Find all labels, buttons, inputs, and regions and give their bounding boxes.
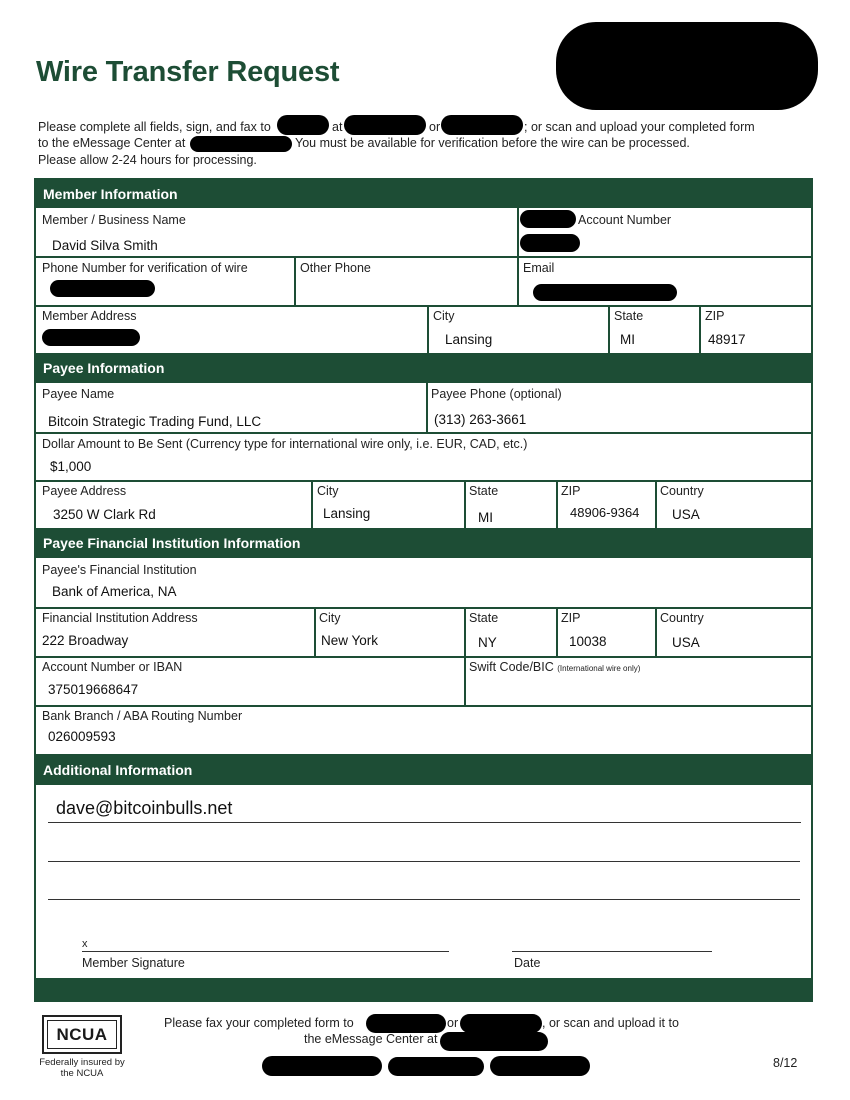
swift-code-label — [469, 660, 640, 674]
page-title: Wire Transfer Request — [36, 56, 340, 88]
payee-state-field[interactable]: MI — [478, 510, 493, 525]
swift-code-note: (International wire only) — [557, 664, 641, 673]
divider — [517, 256, 519, 305]
divider — [36, 656, 811, 658]
institution-state-label: State — [469, 611, 499, 625]
redacted-fax — [460, 1014, 542, 1033]
divider — [608, 305, 610, 353]
account-number-label: Account Number — [578, 213, 672, 227]
redacted-account-number — [520, 234, 580, 252]
institution-zip-label: ZIP — [561, 611, 581, 625]
aba-routing-field[interactable]: 026009593 — [48, 729, 116, 744]
account-iban-field[interactable]: 375019668647 — [48, 682, 139, 697]
redacted-contact — [388, 1057, 484, 1076]
redacted-account-prefix — [520, 210, 576, 228]
divider — [699, 305, 701, 353]
redacted-member-address — [42, 329, 140, 346]
date-line[interactable] — [512, 951, 712, 952]
member-zip-label: ZIP — [705, 309, 725, 323]
swift-code-label-text: Swift Code/BIC — [469, 660, 554, 674]
payee-state-label: State — [469, 484, 499, 498]
redacted-contact — [490, 1056, 590, 1076]
member-information-header: Member Information — [36, 180, 811, 208]
intro-text: at — [332, 120, 343, 134]
institution-information-header: Payee Financial Institution Information — [36, 528, 811, 558]
institution-name-field[interactable]: Bank of America, NA — [52, 584, 177, 599]
payee-name-field[interactable]: Bitcoin Strategic Trading Fund, LLC — [48, 414, 262, 429]
divider — [655, 607, 657, 656]
footer-text: the eMessage Center at — [304, 1032, 438, 1046]
wire-transfer-form — [34, 178, 813, 1002]
additional-info-line-3[interactable] — [48, 899, 800, 900]
ncua-logo — [42, 1015, 122, 1054]
phone-label: Phone Number for verification of wire — [42, 261, 248, 275]
divider — [36, 607, 811, 609]
intro-text: or — [429, 120, 441, 134]
footer-text: or — [447, 1016, 459, 1030]
payee-phone-field[interactable]: (313) 263-3661 — [434, 412, 527, 427]
divider — [314, 607, 316, 656]
payee-city-label: City — [317, 484, 339, 498]
divider — [311, 480, 313, 528]
payee-country-label: Country — [660, 484, 704, 498]
member-signature-label: Member Signature — [82, 956, 185, 970]
divider — [294, 256, 296, 305]
redacted-fax — [277, 115, 329, 135]
signature-x: x — [82, 938, 88, 950]
divider — [36, 305, 811, 307]
redacted-fax — [441, 115, 523, 135]
dollar-amount-label: Dollar Amount to Be Sent (Currency type for international wire only, i.e. EUR, CAD, etc.) — [42, 437, 528, 451]
payee-zip-field[interactable]: 48906-9364 — [570, 505, 640, 520]
payee-information-header: Payee Information — [36, 353, 811, 383]
divider — [426, 383, 428, 432]
divider — [36, 705, 811, 707]
member-signature-line[interactable] — [82, 951, 449, 952]
redacted-fax — [366, 1014, 446, 1033]
additional-information-header: Additional Information — [36, 754, 811, 785]
intro-line-3: Please allow 2-24 hours for processing. — [38, 153, 257, 167]
other-phone-label: Other Phone — [300, 261, 371, 275]
institution-city-field[interactable]: New York — [321, 633, 379, 648]
intro-text: ; or scan and upload your completed form — [524, 120, 755, 134]
redacted-phone — [50, 280, 155, 297]
additional-info-underline — [48, 822, 801, 823]
institution-city-label: City — [319, 611, 341, 625]
institution-name-label: Payee's Financial Institution — [42, 563, 197, 577]
institution-country-field[interactable]: USA — [672, 635, 700, 650]
redacted-fax — [344, 115, 426, 135]
payee-zip-label: ZIP — [561, 484, 581, 498]
intro-text: Please complete all fields, sign, and fax to — [38, 120, 271, 134]
divider — [556, 480, 558, 528]
institution-country-label: Country — [660, 611, 704, 625]
page-number: 8/12 — [773, 1056, 798, 1070]
divider — [36, 256, 811, 258]
member-city-field[interactable]: Lansing — [445, 332, 493, 347]
divider — [36, 432, 811, 434]
institution-address-field[interactable]: 222 Broadway — [42, 633, 129, 648]
redacted-email — [533, 284, 677, 301]
member-state-label: State — [614, 309, 644, 323]
divider — [464, 607, 466, 656]
additional-info-line-2[interactable] — [48, 861, 800, 862]
institution-zip-field[interactable]: 10038 — [569, 634, 607, 649]
email-label: Email — [523, 261, 555, 275]
institution-state-field[interactable]: NY — [478, 635, 497, 650]
footer-text: Please fax your completed form to — [164, 1016, 354, 1030]
member-state-field[interactable]: MI — [620, 332, 635, 347]
institution-address-label: Financial Institution Address — [42, 611, 198, 625]
ncua-caption: Federally insured by the NCUA — [39, 1057, 125, 1079]
member-name-label: Member / Business Name — [42, 213, 186, 227]
member-address-label: Member Address — [42, 309, 137, 323]
account-iban-label: Account Number or IBAN — [42, 660, 183, 674]
redacted-url — [440, 1032, 548, 1051]
form-footer-bar — [36, 978, 811, 1002]
intro-text: to the eMessage Center at — [38, 136, 186, 150]
payee-address-label: Payee Address — [42, 484, 127, 498]
footer-text: , or scan and upload it to — [542, 1016, 679, 1030]
member-zip-field[interactable]: 48917 — [708, 332, 746, 347]
divider — [464, 656, 466, 705]
aba-routing-label: Bank Branch / ABA Routing Number — [42, 709, 243, 723]
divider — [36, 480, 811, 482]
payee-name-label: Payee Name — [42, 387, 115, 401]
dollar-amount-field[interactable]: $1,000 — [50, 459, 92, 474]
additional-info-line-1[interactable]: dave@bitcoinbulls.net — [56, 798, 233, 818]
redacted-contact — [262, 1056, 382, 1076]
intro-text: You must be available for verification before the wire can be processed. — [295, 136, 690, 150]
divider — [464, 480, 466, 528]
divider — [655, 480, 657, 528]
payee-phone-label: Payee Phone (optional) — [431, 387, 562, 401]
member-city-label: City — [433, 309, 455, 323]
date-label: Date — [514, 956, 541, 970]
payee-country-field[interactable]: USA — [672, 507, 700, 522]
ncua-logo-text: NCUA — [47, 1020, 117, 1049]
payee-city-field[interactable]: Lansing — [323, 506, 371, 521]
divider — [556, 607, 558, 656]
divider — [427, 305, 429, 353]
payee-address-field[interactable]: 3250 W Clark Rd — [53, 507, 156, 522]
redacted-logo — [556, 22, 818, 110]
member-name-field[interactable]: David Silva Smith — [52, 238, 158, 253]
redacted-url — [190, 136, 292, 152]
divider — [517, 208, 519, 256]
